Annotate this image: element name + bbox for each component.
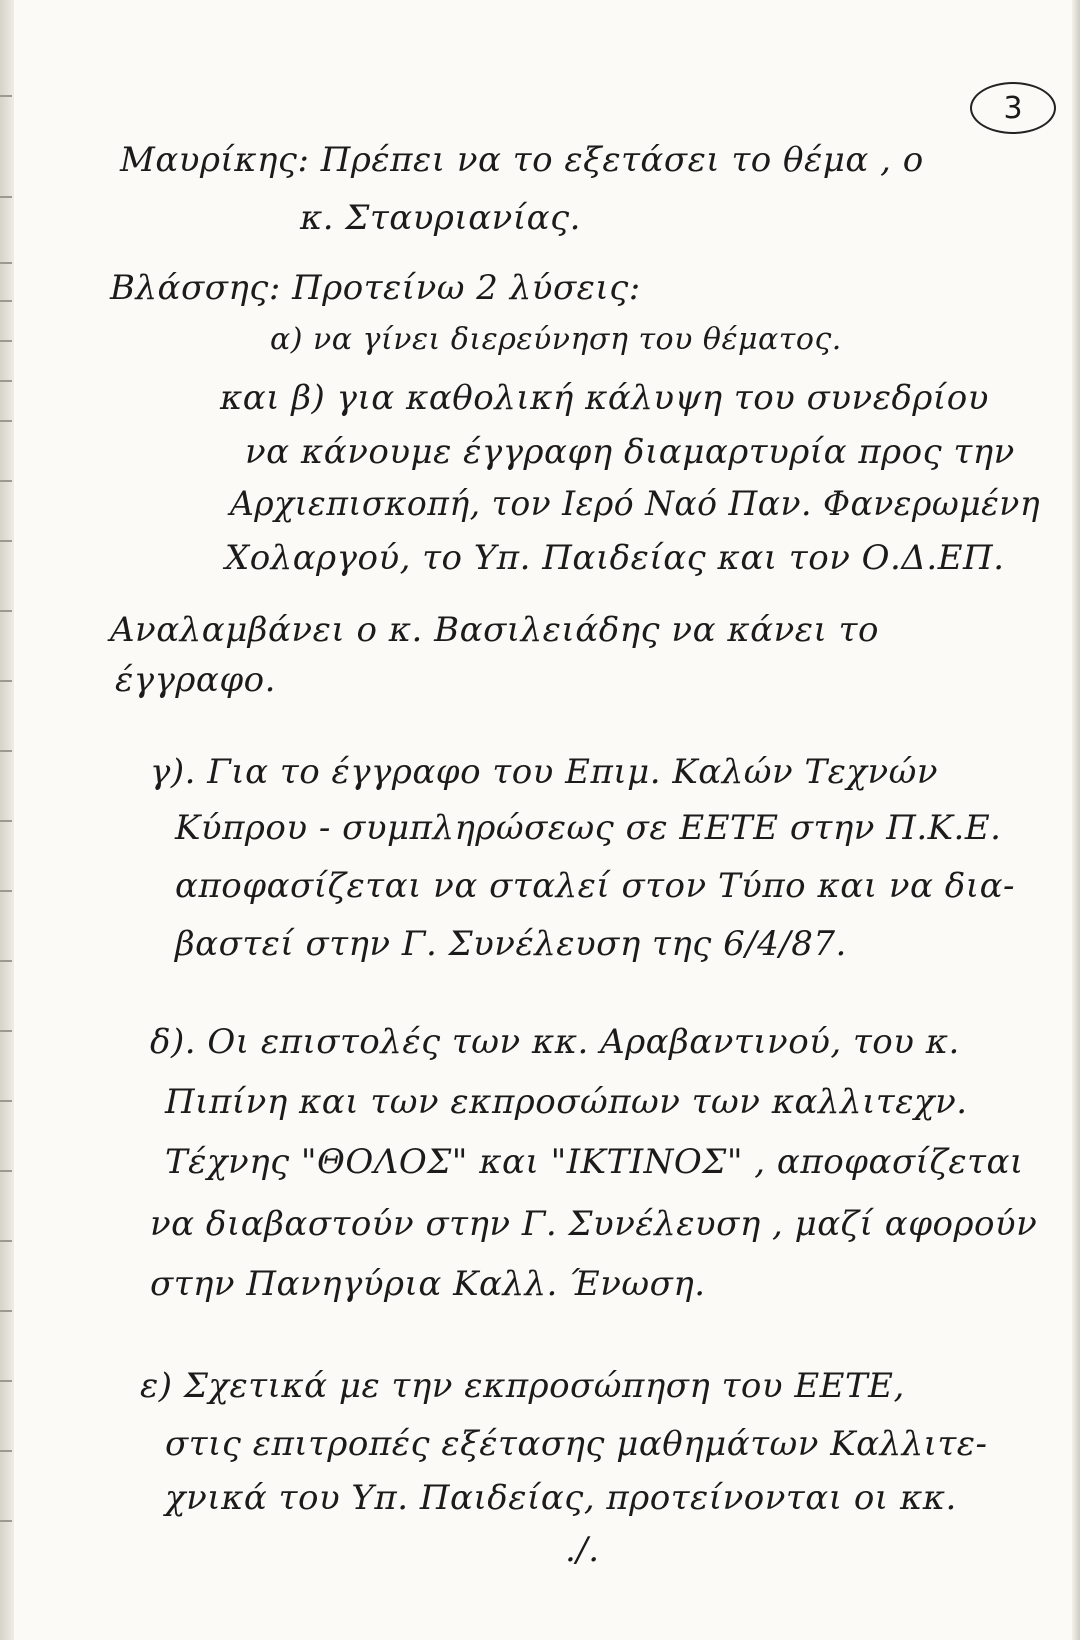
line-item-c-3: αποφασίζεται να σταλεί στον Τύπο και να δια- <box>175 866 1016 906</box>
page-number: 3 <box>1003 90 1023 126</box>
line-item-c-2: Κύπρου - συμπληρώσεως σε ΕΕΤΕ στην Π.Κ.Ε. <box>175 808 1002 848</box>
paper-right-edge <box>1072 0 1080 1640</box>
line-item-c-1: γ). Για το έγγραφο του Επιμ. Καλών Τεχνών <box>150 752 939 792</box>
line-item-d-1: δ). Οι επιστολές των κκ. Αραβαντινού, του κ. <box>150 1022 960 1062</box>
line-item-d-5: στην Πανηγύρια Καλλ. Ένωση. <box>150 1264 706 1304</box>
line-document: έγγραφο. <box>115 660 276 700</box>
line-mavrikis: Μαυρίκης: Πρέπει να το εξετάσει το θέμα , ο <box>120 140 924 180</box>
line-option-a: α) να γίνει διερεύνηση του θέματος. <box>270 322 842 357</box>
line-item-e-2: στις επιτροπές εξέτασης μαθημάτων Καλλιτε- <box>165 1424 988 1464</box>
line-recipients-2: Χολαργού, το Υπ. Παιδείας και τον Ο.Δ.ΕΠ. <box>225 538 1005 578</box>
line-option-b: και β) για καθολική κάλυψη του συνεδρίου <box>220 378 989 418</box>
line-item-d-2: Πιπίνη και των εκπροσώπων των καλλιτεχν. <box>165 1082 968 1122</box>
line-item-e-1: ε) Σχετικά με την εκπροσώπηση του ΕΕΤΕ, <box>140 1366 905 1406</box>
line-protest: να κάνουμε έγγραφη διαμαρτυρία προς την <box>245 432 1015 472</box>
line-item-d-4: να διαβαστούν στην Γ. Συνέλευση , μαζί αφορούν <box>150 1204 1038 1244</box>
line-item-e-3: χνικά του Υπ. Παιδείας, προτείνονται οι κκ. <box>165 1478 957 1518</box>
page-number-circle <box>970 82 1056 134</box>
line-vlassis: Βλάσσης: Προτείνω 2 λύσεις: <box>110 268 641 308</box>
line-vasiliadis: Αναλαμβάνει ο κ. Βασιλειάδης να κάνει το <box>110 610 879 650</box>
line-item-d-3: Τέχνης "ΘΟΛΟΣ" και "ΙΚΤΙΝΟΣ" , αποφασίζεται <box>165 1142 1024 1182</box>
line-continued-mark: ./. <box>565 1530 600 1570</box>
line-item-c-4: βαστεί στην Γ. Συνέλευση της 6/4/87. <box>175 924 847 964</box>
line-recipients-1: Αρχιεπισκοπή, τον Ιερό Ναό Παν. Φανερωμένη <box>230 484 1041 524</box>
line-stavrianias: κ. Σταυριανίας. <box>300 198 581 238</box>
